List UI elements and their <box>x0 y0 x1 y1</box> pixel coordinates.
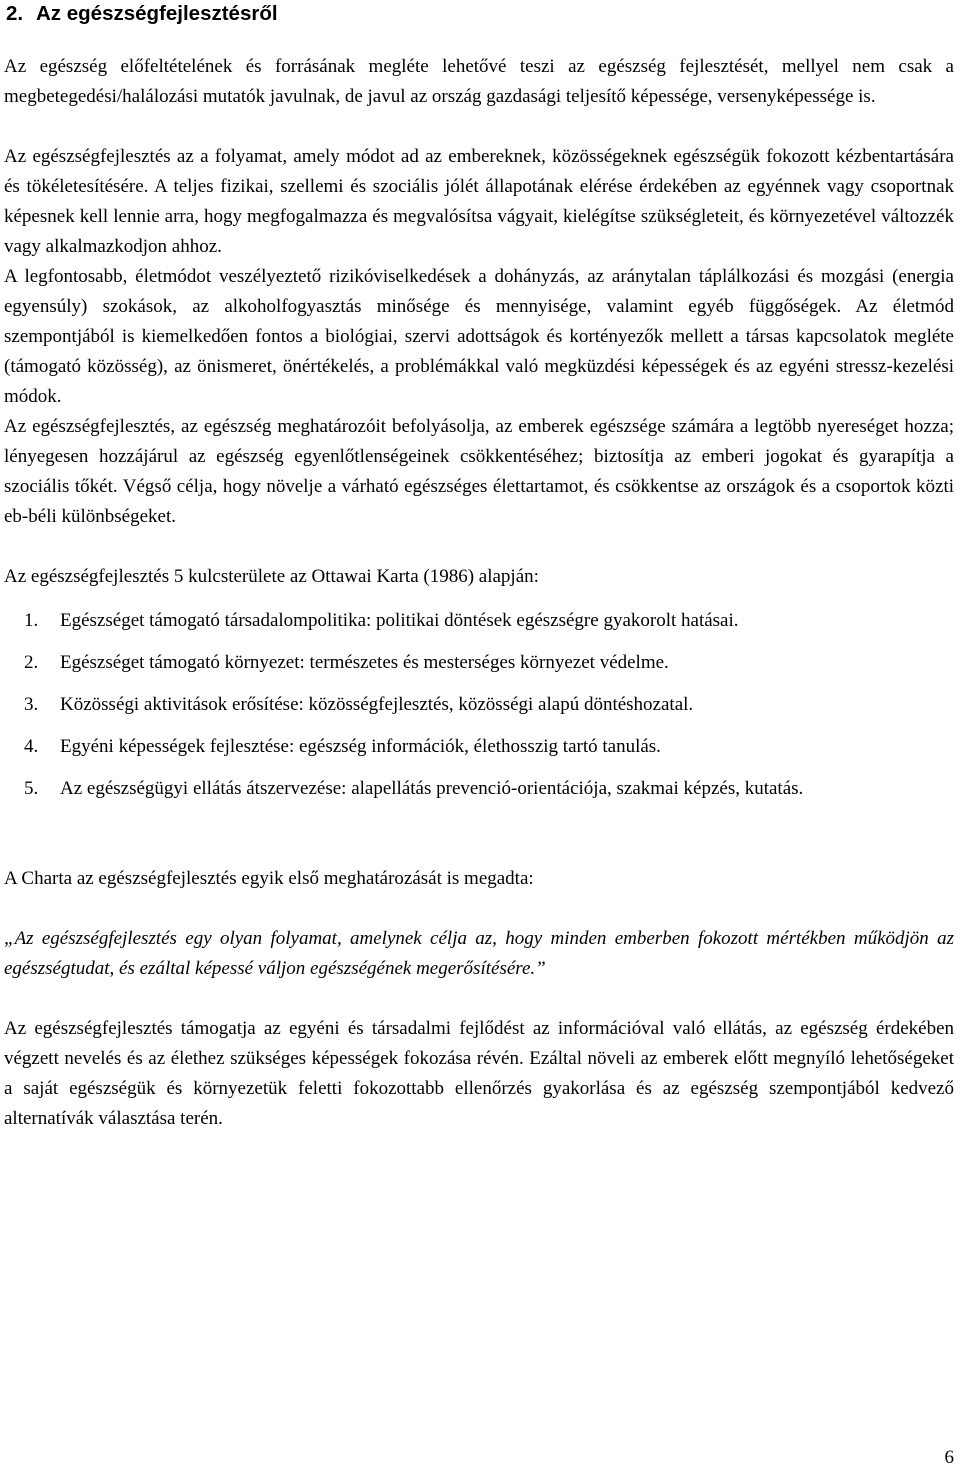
list-item-text: Az egészségügyi ellátás átszervezése: alapellátás prevenció-orientációja, szakmai képzés, kutatás. <box>60 778 804 799</box>
section-title: Az egészségfejlesztésről <box>36 2 278 25</box>
list-item-number: 4. <box>24 736 39 757</box>
paragraph-definition <box>4 142 954 262</box>
list-item-number: 1. <box>24 610 39 631</box>
paragraph-charter-intro: A Charta az egészségfejlesztés egyik első meghatározását is megadta: <box>4 868 534 889</box>
list-item <box>4 774 954 804</box>
key-areas-list <box>4 606 954 804</box>
document-page <box>4 0 954 1134</box>
charter-quote: „Az egészségfejlesztés egy olyan folyamat, amelynek célja az, hogy minden emberben fokozott mértékben működjön az egészségtudat, és ezáltal képessé váljon egészségének megerősítésére.” <box>4 928 954 979</box>
paragraph-definition-part2: A teljes fizikai, szellemi és szociális jólét állapotának elérése érdekében az egyénnek vagy csoportnak képesnek kell lennie arra, hogy megfogalmazza és megvalósítsa vágyait, kielégítse szükségleteit, és környezetével változzék vagy alkalmazkodjon ahhoz. <box>4 176 955 257</box>
paragraph-key-areas-intro: Az egészségfejlesztés 5 kulcsterülete az Ottawai Karta (1986) alapján: <box>4 566 539 587</box>
list-item-text: Egészséget támogató környezet: természetes és mesterséges környezet védelme. <box>60 652 669 673</box>
paragraph-closing: Az egészségfejlesztés támogatja az egyéni és társadalmi fejlődést az információval való ellátás, az egészség érdekében végzett nevelés és az élethez szükséges képességek fokozása révén. Ezáltal növeli az emberek előtt megnyíló lehetőségeket a saját egészségük és környezetük feletti fokozottabb ellenőrzés gyakorlása és az egészség szempontjából kedvező alternatívák választása terén. <box>4 1018 954 1129</box>
list-item-number: 3. <box>24 694 39 715</box>
paragraph-risk-behaviours: A legfontosabb, életmódot veszélyeztető rizikóviselkedések a dohányzás, az aránytalan táplálkozási és mozgási (energia egyensúly) szokások, az alkoholfogyasztás minősége és mennyisége, valamint egyéb függőségek. Az életmód szempontjából is kiemelkedően fontos a biológiai, szervi adottságok és kortényezők mellett a társas kapcsolatok megléte (támogató közösség), az önismeret, önértékelés, a problémákkal való megküzdési képességek és az egyéni stressz-kezelési módok. <box>4 266 954 407</box>
paragraph-definition-part1: Az egészségfejlesztés az a folyamat, amely módot ad az embereknek, közösségeknek egészségük fokozott kézbentartására és tökéletesítésére. <box>4 146 954 197</box>
list-item-text: Egészséget támogató társadalompolitika: politikai döntések egészségre gyakorolt hatásai. <box>60 610 739 631</box>
list-item <box>4 648 954 678</box>
list-item <box>4 732 954 762</box>
list-item-number: 2. <box>24 652 39 673</box>
section-number: 2. <box>6 2 24 25</box>
paragraph-goals: Az egészségfejlesztés, az egészség meghatározóit befolyásolja, az emberek egészsége számára a legtöbb nyereséget hozza; lényegesen hozzájárul az egészség egyenlőtlenségeinek csökkentéséhez; biztosítja az emberi jogokat és gyarapítja a szociális tőkét. Végső célja, hogy növelje a várható egészséges élettartamot, és csökkentse az országok és a csoportok közti eb-béli különbségeket. <box>4 416 954 527</box>
page-number: 6 <box>944 1447 954 1468</box>
list-item-text: Közösségi aktivitások erősítése: közösségfejlesztés, közösségi alapú döntéshozatal. <box>60 694 694 715</box>
list-item-text: Egyéni képességek fejlesztése: egészség információk, élethosszig tartó tanulás. <box>60 736 661 757</box>
list-item <box>4 690 954 720</box>
section-heading <box>4 0 954 27</box>
paragraph-intro: Az egészség előfeltételének és forrásának megléte lehetővé teszi az egészség fejlesztését, mellyel nem csak a megbetegedési/halálozási mutatók javulnak, de javul az ország gazdasági teljesítő képessége, versenyképessége is. <box>4 56 954 107</box>
list-item-number: 5. <box>24 778 39 799</box>
list-item <box>4 606 954 636</box>
